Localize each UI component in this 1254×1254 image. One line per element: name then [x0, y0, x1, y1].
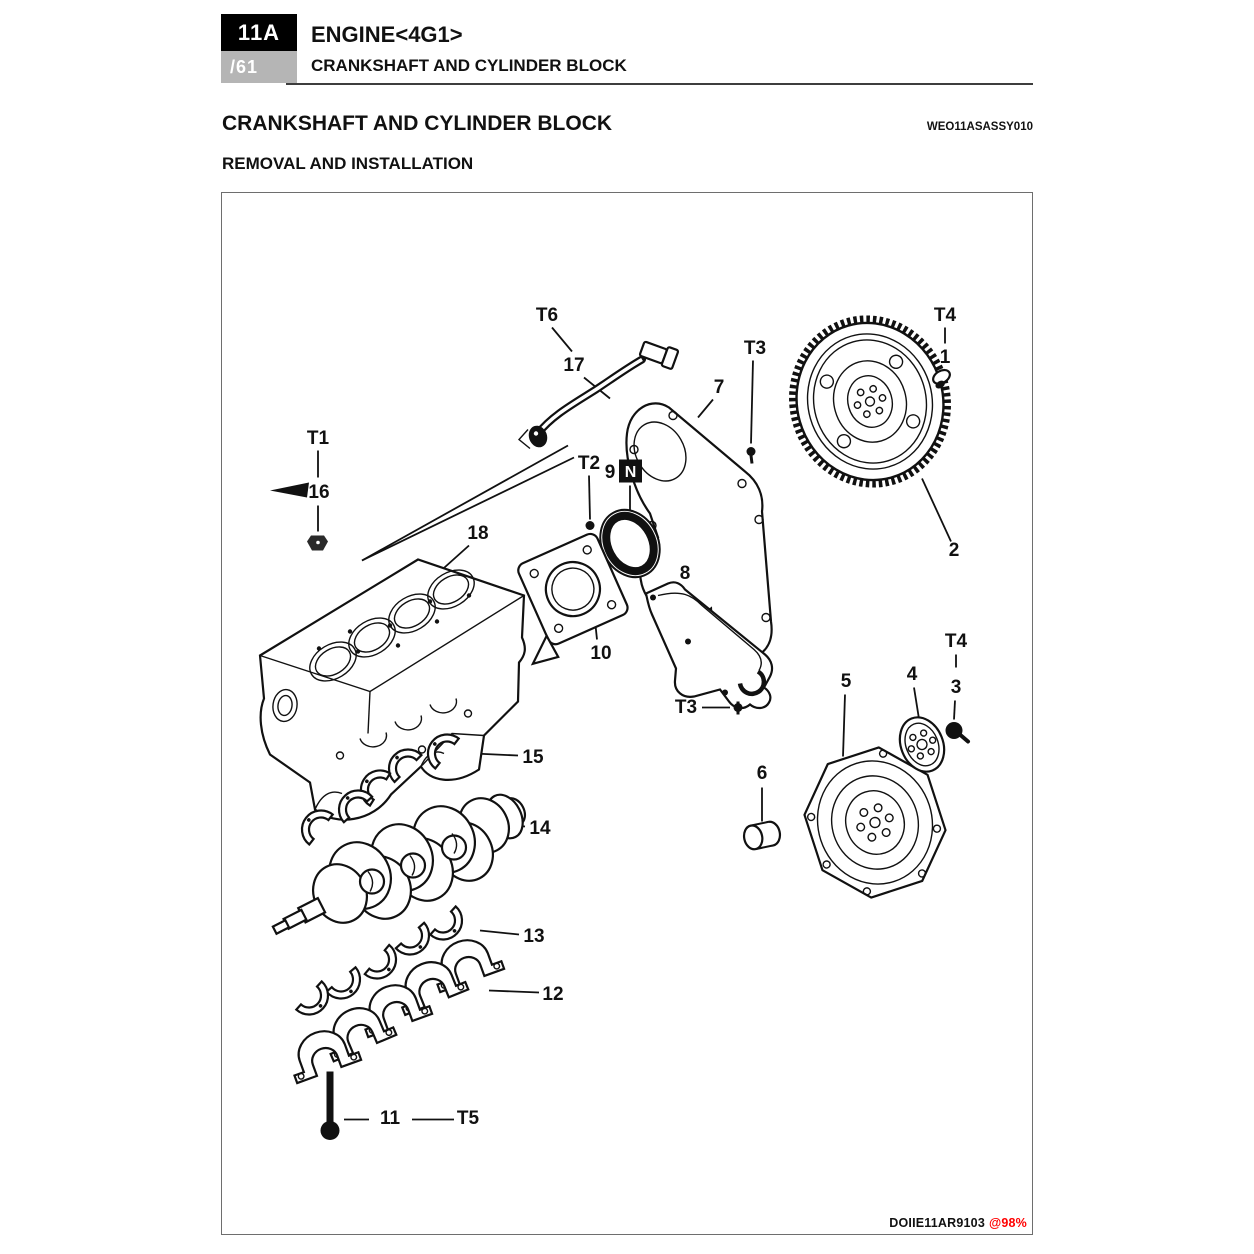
n-marker-label: N	[624, 464, 637, 481]
bushing-6	[742, 820, 782, 851]
callout-5: 5	[840, 671, 852, 692]
chapter-tab: 11A	[221, 14, 297, 51]
callout-8: 8	[679, 563, 691, 584]
bolt-t2	[586, 521, 595, 530]
callout-13: 13	[523, 926, 545, 947]
callout-t6: T6	[535, 305, 559, 326]
bolt-t3-upper	[747, 447, 756, 464]
callout-1: 1	[939, 347, 951, 368]
callout-17: 17	[563, 355, 585, 376]
callout-t2: T2	[577, 453, 601, 474]
callout-t1: T1	[306, 428, 330, 449]
figure-percent-badge: @98%	[988, 1216, 1027, 1230]
subsection-title: REMOVAL AND INSTALLATION	[222, 154, 474, 173]
figure-footer	[889, 1216, 1027, 1230]
callout-t4-right: T4	[944, 631, 968, 652]
callout-t3-bottom: T3	[674, 697, 698, 718]
flywheel-2	[773, 300, 967, 502]
header-group-subtitle: CRANKSHAFT AND CYLINDER BLOCK	[311, 56, 627, 75]
bolt-11	[321, 1072, 340, 1141]
figure-box	[221, 192, 1033, 1235]
crankshaft-14	[271, 789, 530, 937]
callout-6: 6	[756, 763, 768, 784]
doc-code: WEO11ASASSY010	[926, 121, 1033, 133]
callout-18: 18	[467, 523, 489, 544]
header-rule	[286, 83, 1033, 85]
callout-2: 2	[948, 540, 960, 561]
callout-7: 7	[713, 377, 725, 398]
bolt-3	[946, 722, 969, 742]
callout-t5: T5	[456, 1108, 480, 1129]
callout-11: 11	[379, 1108, 401, 1129]
header-group-title: ENGINE<4G1>	[311, 22, 463, 47]
callout-9: 9	[604, 462, 616, 483]
direction-arrow	[270, 483, 309, 498]
callout-4: 4	[906, 664, 918, 685]
callout-t3-top: T3	[743, 338, 767, 359]
callout-15: 15	[522, 747, 544, 768]
callout-12: 12	[542, 984, 564, 1005]
callout-14: 14	[529, 818, 551, 839]
bolt-16	[307, 536, 328, 551]
callout-3: 3	[950, 677, 962, 698]
figure-code: DOIIE11AR9103	[889, 1216, 985, 1230]
callout-t4-top: T4	[933, 305, 957, 326]
callout-10: 10	[590, 643, 612, 664]
exploded-diagram	[222, 193, 1032, 1234]
n-marker	[619, 460, 642, 483]
callout-16: 16	[308, 482, 330, 503]
page-number-tab: /61	[221, 51, 297, 83]
section-title: CRANKSHAFT AND CYLINDER BLOCK	[222, 112, 613, 135]
